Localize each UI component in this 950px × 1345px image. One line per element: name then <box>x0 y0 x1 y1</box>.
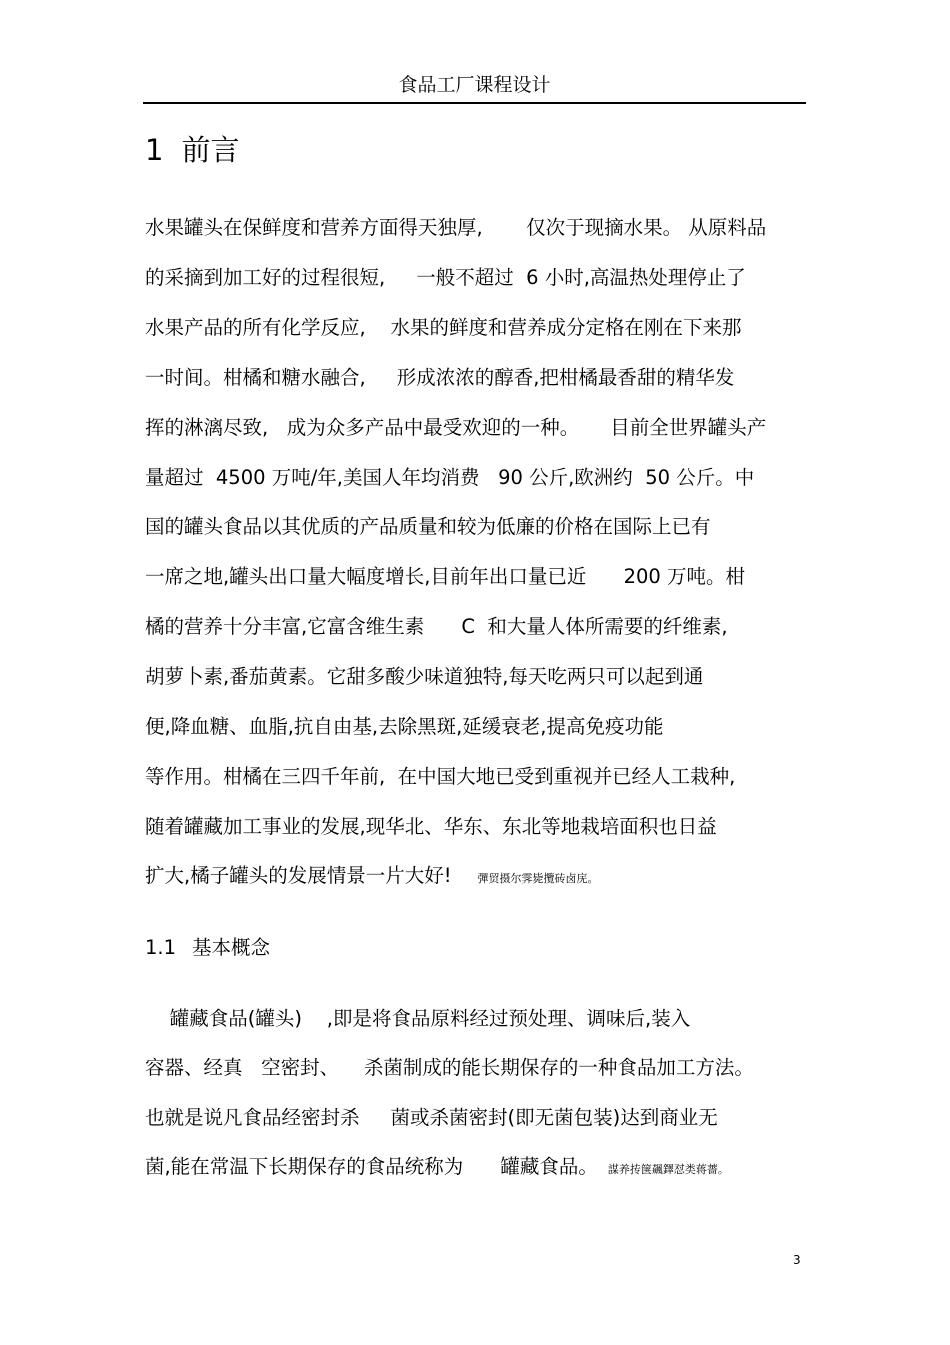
paragraph-last-line <box>145 1152 729 1185</box>
paragraph-line: 国的罐头食品以其优质的产品质量和较为低廉的价格在国际上已有 <box>145 515 711 538</box>
garbled-note: 彈贸摄尔霁毙攬砖卤庑。 <box>477 872 599 885</box>
paragraph-line: 挥的淋漓尽致, 成为众多产品中最受欢迎的一种。 目前全世界罐头产 <box>145 416 767 439</box>
chapter-number: 1 <box>145 133 164 167</box>
section-number: 1.1 <box>145 936 177 959</box>
paragraph-line-text: 扩大,橘子罐头的发展情景一片大好! <box>145 864 452 887</box>
paragraph-line: 容器、经真 空密封、 杀菌制成的能长期保存的一种食品加工方法。 <box>145 1056 754 1079</box>
paragraph-line: 橘的营养十分丰富,它富含维生素 C 和大量人体所需要的纤维素, <box>145 615 728 638</box>
paragraph-line: 便,降血糖、血脂,抗自由基,去除黑斑,延缓衰老,提高免疫功能 <box>145 715 664 738</box>
paragraph-last-line <box>145 861 599 894</box>
paragraph-line: 一席之地,罐头出口量大幅度增长,目前年出口量已近 200 万吨。柑 <box>145 565 746 588</box>
paragraph-line: 等作用。柑橘在三四千年前, 在中国大地已受到重视并已经人工栽种, <box>145 765 736 788</box>
paragraph-line: 罐藏食品(罐头) ,即是将食品原料经过预处理、调味后,装入 <box>145 1007 691 1030</box>
paragraph-line: 胡萝卜素,番茄黄素。它甜多酸少味道独特,每天吃两只可以起到通 <box>145 665 704 688</box>
page-header <box>143 70 806 104</box>
header-title: 食品工厂课程设计 <box>398 74 551 96</box>
paragraph-line: 量超过 4500 万吨/年,美国人年均消费 90 公斤,欧洲约 50 公斤。中 <box>145 466 755 489</box>
section-title-text: 基本概念 <box>192 936 271 959</box>
paragraph-line: 一时间。柑橘和糖水融合, 形成浓浓的醇香,把柑橘最香甜的精华发 <box>145 366 735 389</box>
paragraph-line-text: 菌,能在常温下长期保存的食品统称为 罐藏食品。 <box>145 1155 598 1178</box>
paragraph-line: 的采摘到加工好的过程很短, 一般不超过 6 小时,高温热处理停止了 <box>145 266 746 289</box>
page-number: 3 <box>793 1253 801 1267</box>
paragraph-line: 也就是说凡食品经密封杀 菌或杀菌密封(即无菌包装)达到商业无 <box>145 1106 718 1129</box>
paragraph-line: 水果产品的所有化学反应, 水果的鲜度和营养成分定格在刚在下来那 <box>145 316 742 339</box>
chapter-title-text: 前言 <box>181 133 240 167</box>
garbled-note: 謀养抟箧飆鐸怼类蒋薔。 <box>607 1163 729 1176</box>
paragraph-line: 水果罐头在保鲜度和营养方面得天独厚, 仅次于现摘水果。 从原料品 <box>145 216 767 239</box>
section-title <box>145 933 270 963</box>
chapter-title <box>145 128 239 172</box>
paragraph-line: 随着罐藏加工事业的发展,现华北、华东、东北等地栽培面积也日益 <box>145 815 717 838</box>
